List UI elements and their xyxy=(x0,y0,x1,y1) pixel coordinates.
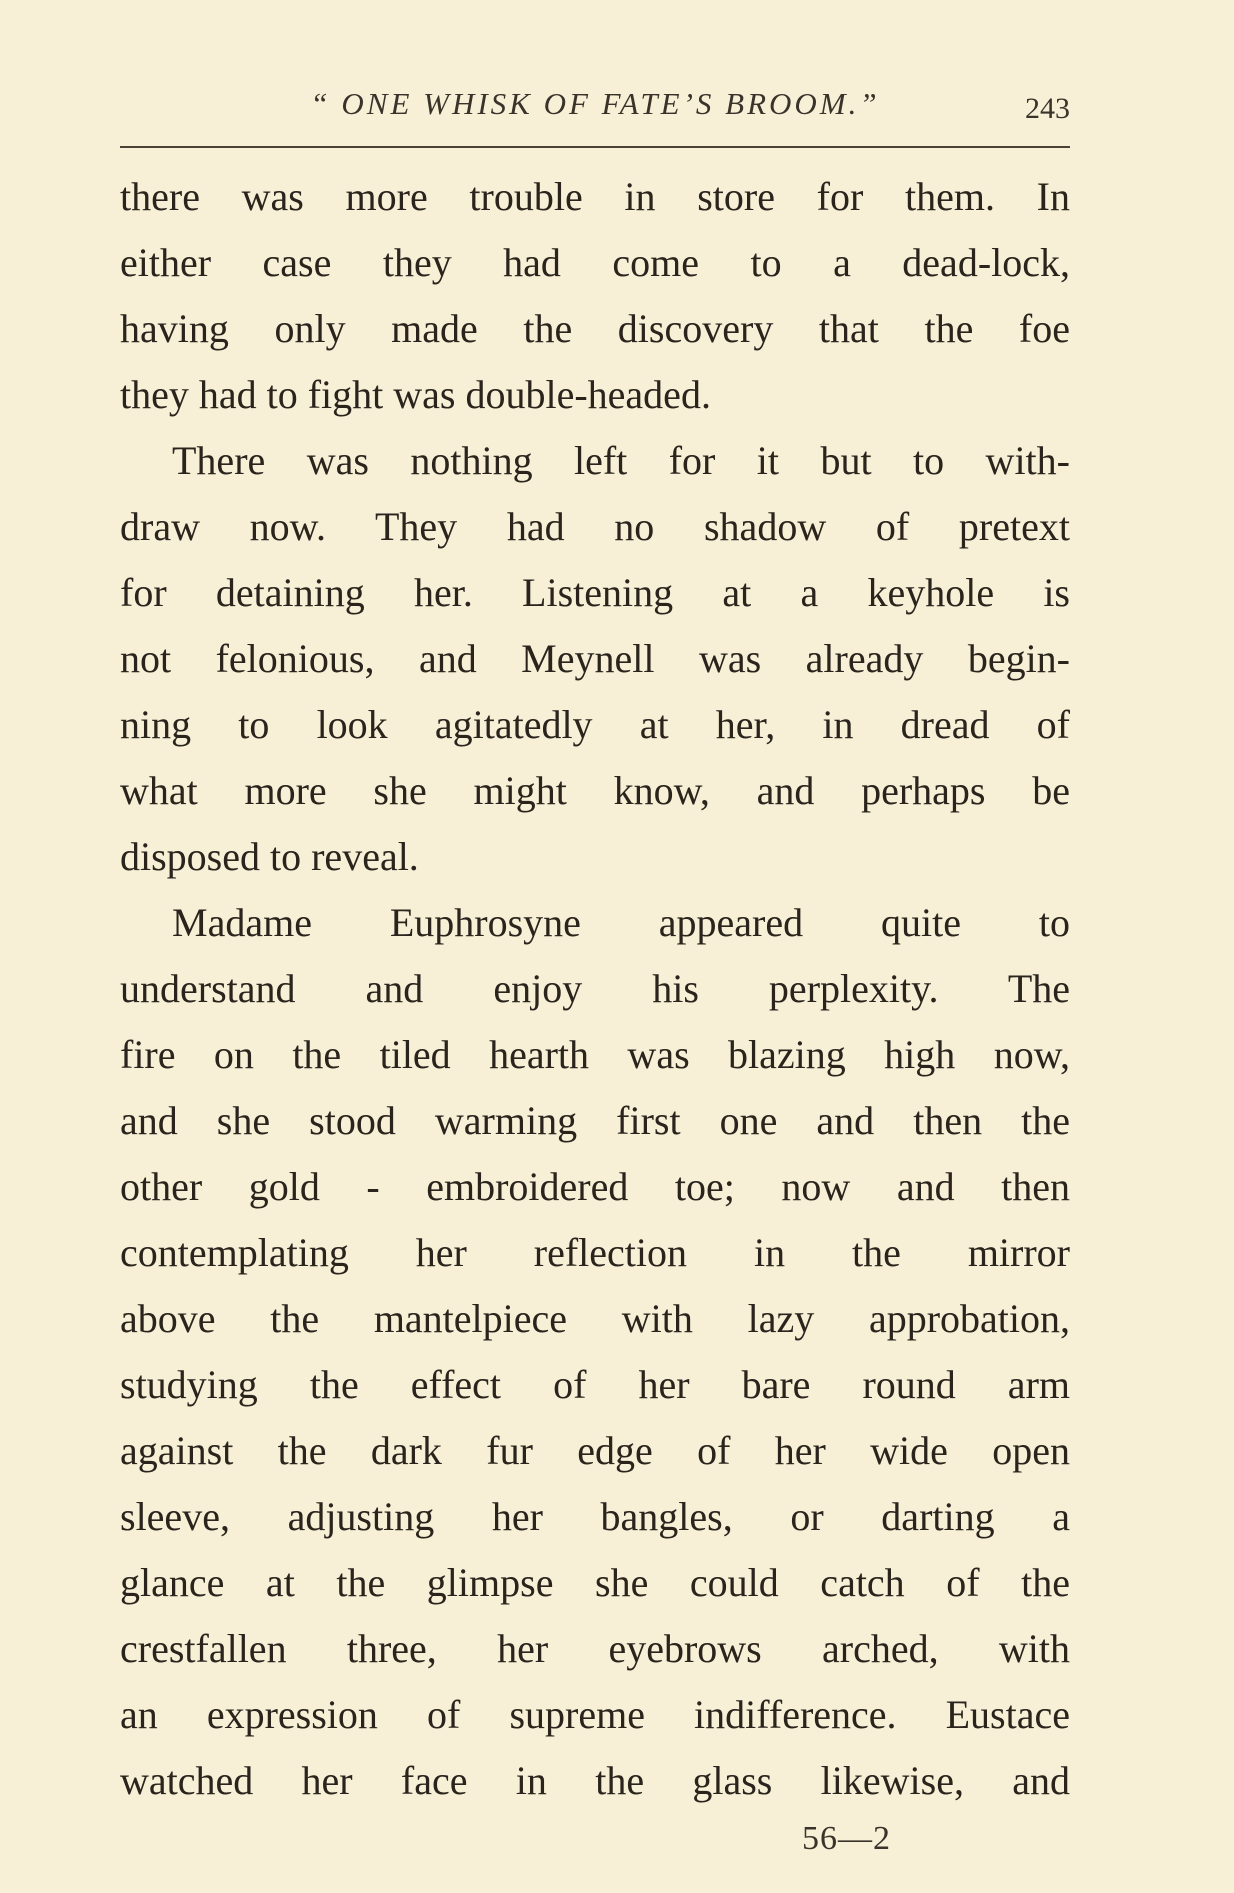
text-line: having only made the discovery that the foe xyxy=(120,306,1070,351)
text-line: sleeve, adjusting her bangles, or darting a xyxy=(120,1494,1070,1539)
text-line: either case they had come to a dead-lock, xyxy=(120,240,1070,285)
text-line: ning to look agitatedly at her, in dread of xyxy=(120,702,1070,747)
signature-mark: 56—2 xyxy=(802,1820,891,1857)
text-line: glance at the glimpse she could catch of the xyxy=(120,1560,1070,1605)
text-line: watched her face in the glass likewise, and xyxy=(120,1758,1070,1803)
text-line: there was more trouble in store for them. In xyxy=(120,174,1070,219)
paragraph-start-line: Madame Euphrosyne appeared quite to xyxy=(172,900,1070,945)
text-line: disposed to reveal. xyxy=(120,834,419,879)
text-line: understand and enjoy his perplexity. The xyxy=(120,966,1070,1011)
text-line: above the mantelpiece with lazy approbation, xyxy=(120,1296,1070,1341)
text-line: they had to fight was double-headed. xyxy=(120,372,711,417)
text-line: contemplating her reflection in the mirror xyxy=(120,1230,1070,1275)
text-line: fire on the tiled hearth was blazing high now, xyxy=(120,1032,1070,1077)
text-line: for detaining her. Listening at a keyhole is xyxy=(120,570,1070,615)
body-text xyxy=(120,164,1070,1814)
paragraph-start-line: There was nothing left for it but to with- xyxy=(172,438,1070,483)
page-number: 243 xyxy=(1025,92,1070,125)
header-rule xyxy=(120,146,1070,148)
text-line: not felonious, and Meynell was already begin- xyxy=(120,636,1070,681)
text-line: and she stood warming first one and then the xyxy=(120,1098,1070,1143)
text-line: an expression of supreme indifference. Eustace xyxy=(120,1692,1070,1737)
running-head xyxy=(120,82,1070,132)
text-line: against the dark fur edge of her wide open xyxy=(120,1428,1070,1473)
text-line: crestfallen three, her eyebrows arched, with xyxy=(120,1626,1070,1671)
running-title: “ ONE WHISK OF FATE’S BROOM.” xyxy=(310,86,880,121)
text-line: studying the effect of her bare round arm xyxy=(120,1362,1070,1407)
text-line: other gold - embroidered toe; now and then xyxy=(120,1164,1070,1209)
text-line: draw now. They had no shadow of pretext xyxy=(120,504,1070,549)
text-line: what more she might know, and perhaps be xyxy=(120,768,1070,813)
